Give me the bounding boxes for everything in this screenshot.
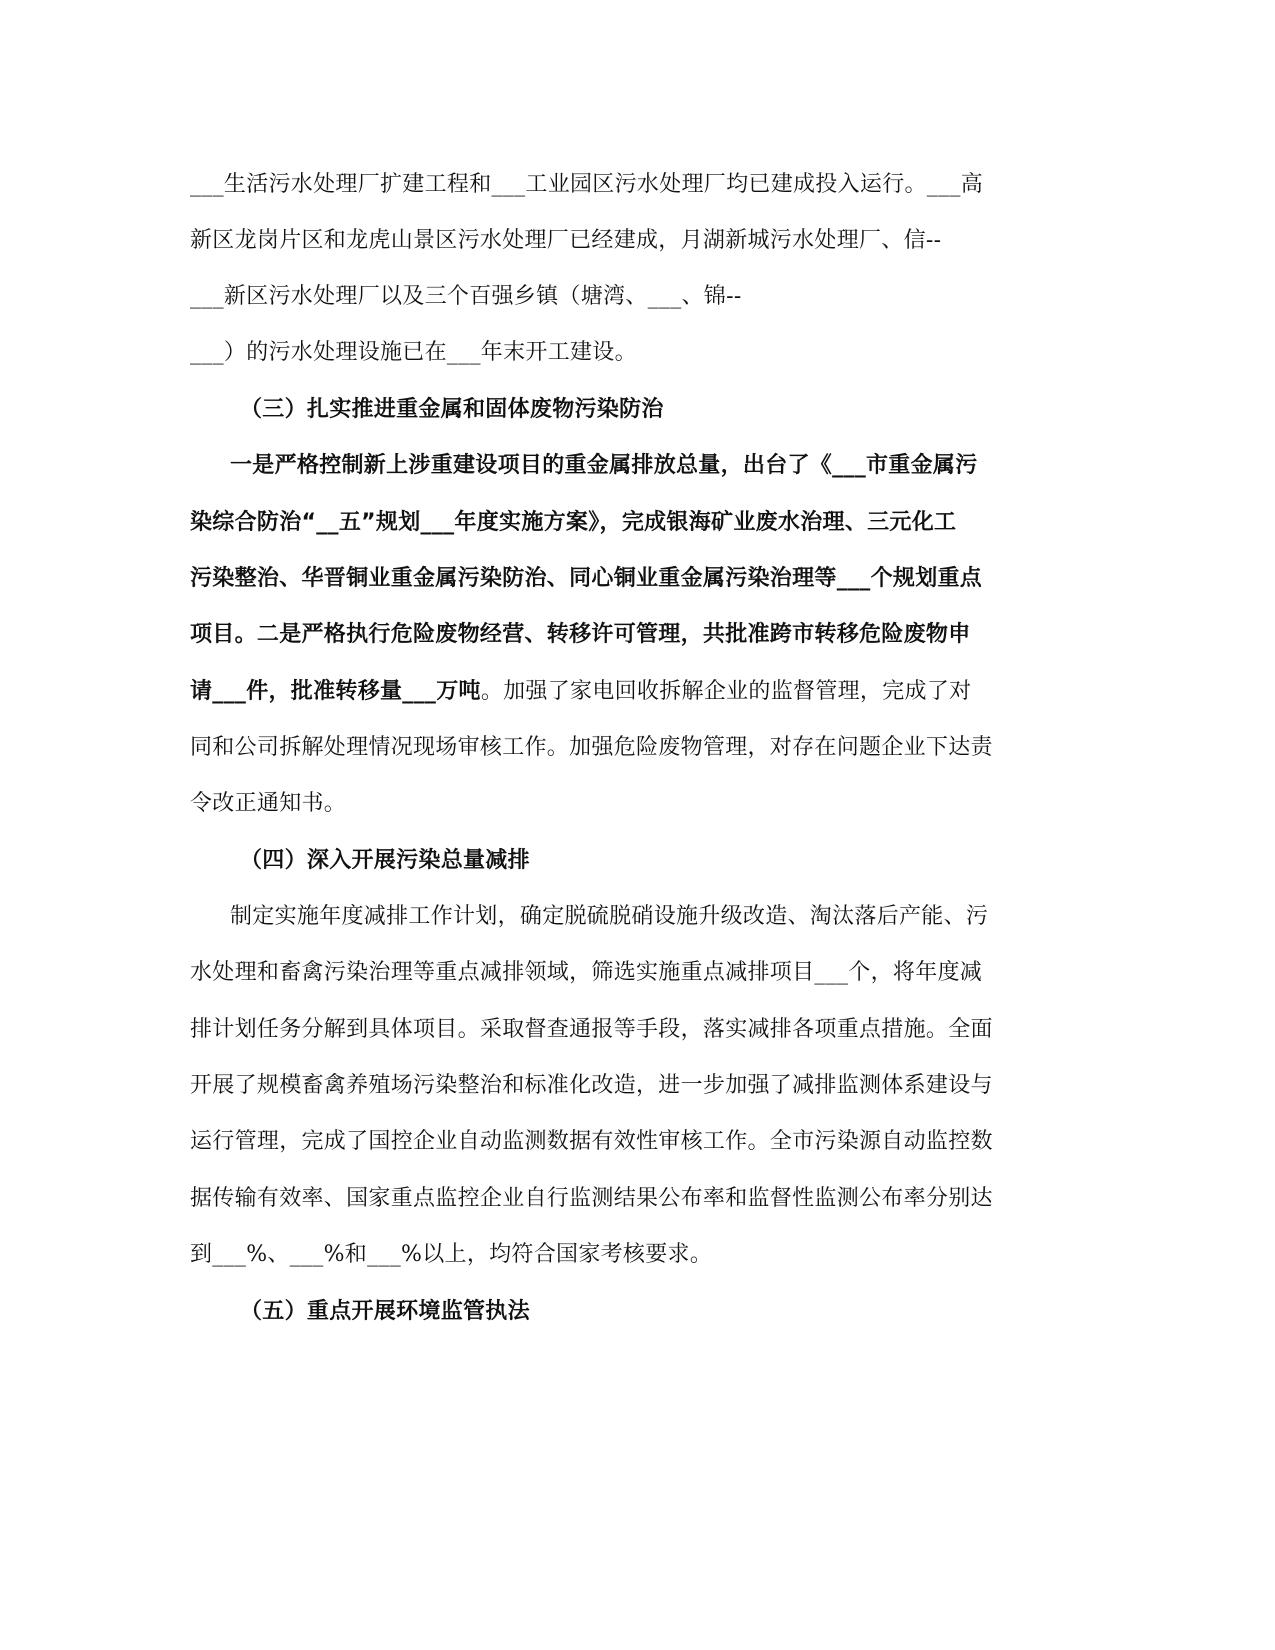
section3-line-5 bbox=[190, 677, 971, 707]
section3-line-2: 染综合防治“__五”规划___年度实施方案》，完成银海矿业废水治理、三元化工 bbox=[190, 510, 957, 535]
section3-line-4: 项目。二是严格执行危险废物经营、转移许可管理，共批准跨市转移危险废物申 bbox=[190, 622, 971, 647]
section4-line-6: 据传输有效率、国家重点监控企业自行监测结果公布率和监督性监测公布率分别达 bbox=[190, 1186, 993, 1211]
intro-line-1: ___生活污水处理厂扩建工程和___工业园区污水处理厂均已建成投入运行。___高 bbox=[190, 172, 984, 197]
section3-line-3: 污染整治、华晋铜业重金属污染防治、同心铜业重金属污染治理等___个规划重点 bbox=[190, 566, 983, 591]
intro-line-4: ___）的污水处理设施已在___年末开工建设。 bbox=[190, 340, 637, 365]
intro-line-3: ___新区污水处理厂以及三个百强乡镇（塘湾、___、锦-- bbox=[190, 284, 742, 309]
intro-line-2: 新区龙岗片区和龙虎山景区污水处理厂已经建成，月湖新城污水处理厂、信-- bbox=[190, 228, 942, 253]
section3-line-5-rest: 。加强了家电回收拆解企业的监督管理，完成了对 bbox=[480, 679, 972, 704]
section3-line-1: 一是严格控制新上涉重建设项目的重金属排放总量，出台了《___市重金属污 bbox=[230, 453, 978, 478]
section4-line-3: 排计划任务分解到具体项目。采取督查通报等手段，落实减排各项重点措施。全面 bbox=[190, 1017, 993, 1042]
section3-line-6: 同和公司拆解处理情况现场审核工作。加强危险废物管理，对存在问题企业下达责 bbox=[190, 735, 993, 760]
section4-line-4: 开展了规模畜禽养殖场污染整治和标准化改造，进一步加强了减排监测体系建设与 bbox=[190, 1073, 993, 1098]
section3-heading: （三）扎实推进重金属和固体废物污染防治 bbox=[240, 397, 664, 422]
section4-heading: （四）深入开展污染总量减排 bbox=[240, 848, 530, 873]
section4-line-2: 水处理和畜禽污染治理等重点减排领域，筛选实施重点减排项目___个，将年度减 bbox=[190, 960, 983, 985]
section4-line-7: 到___%、___%和___%以上，均符合国家考核要求。 bbox=[190, 1242, 713, 1267]
section5-heading: （五）重点开展环境监管执法 bbox=[240, 1299, 530, 1324]
section4-line-1: 制定实施年度减排工作计划，确定脱硫脱硝设施升级改造、淘汰落后产能、污 bbox=[230, 904, 989, 929]
section3-line-7: 令改正通知书。 bbox=[190, 791, 347, 816]
section3-line-5-bold: 请___件，批准转移量___万吨 bbox=[190, 679, 481, 704]
section4-line-5: 运行管理，完成了国控企业自动监测数据有效性审核工作。全市污染源自动监控数 bbox=[190, 1129, 993, 1154]
